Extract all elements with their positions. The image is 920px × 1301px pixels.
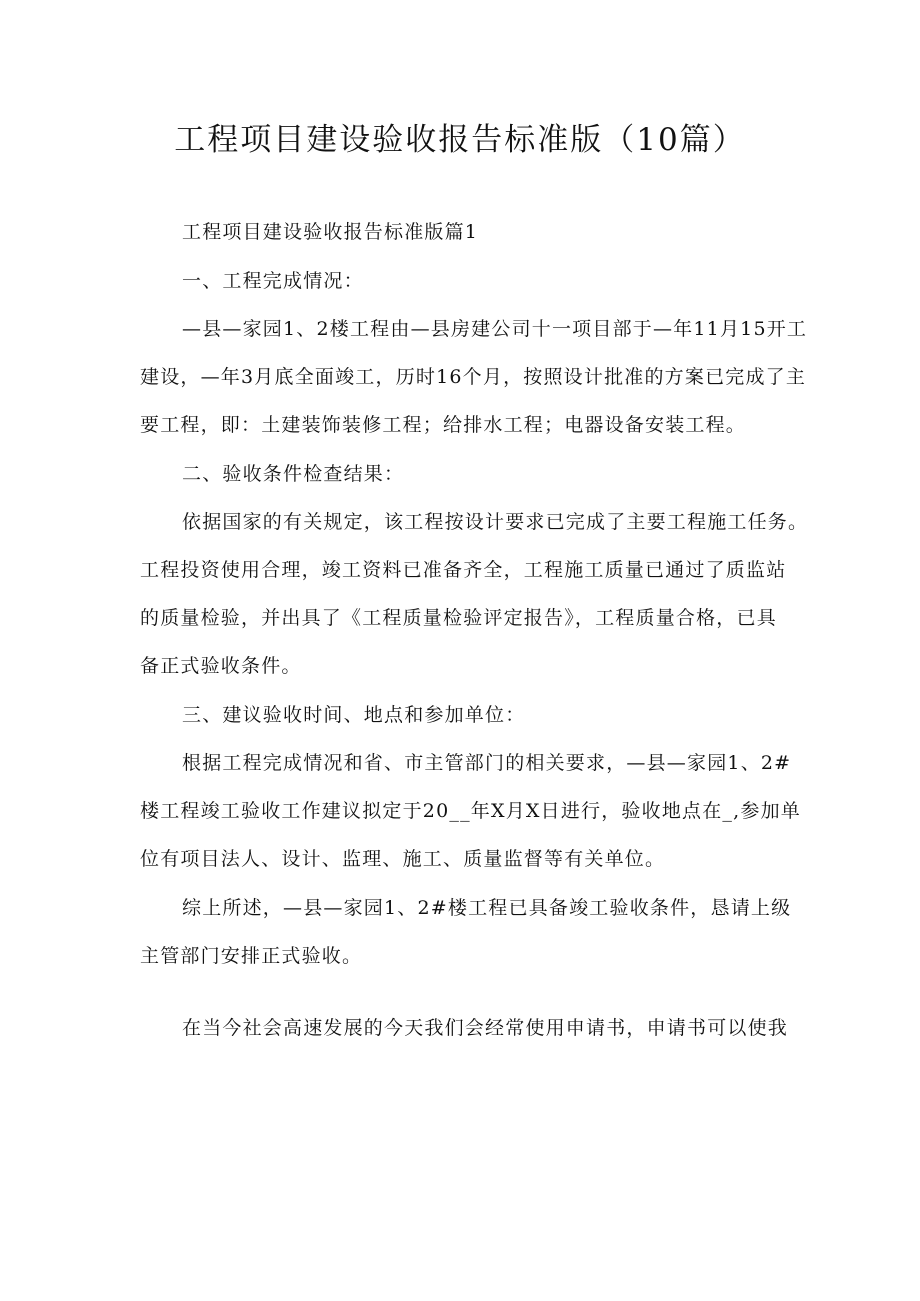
paragraph-line: 综上所述，—县—家园1、2#楼工程已具备竣工验收条件，恳请上级 bbox=[182, 897, 792, 919]
subsection-heading: 三、建议验收时间、地点和参加单位： bbox=[182, 704, 526, 726]
paragraph-line: 建设，—年3月底全面竣工，历时16个月，按照设计批准的方案已完成了主 bbox=[140, 366, 807, 388]
paragraph-line: 备正式验收条件。 bbox=[140, 655, 302, 677]
paragraph-line: 根据工程完成情况和省、市主管部门的相关要求，—县—家园1、2# bbox=[182, 752, 792, 774]
paragraph-line: 位有项目法人、设计、监理、施工、质量监督等有关单位。 bbox=[140, 848, 666, 870]
paragraph-line: 楼工程竣工验收工作建议拟定于20__年X月X日进行，验收地点在_,参加单 bbox=[140, 800, 801, 822]
paragraph-line: 工程投资使用合理，竣工资料已准备齐全，工程施工质量已通过了质监站 bbox=[140, 559, 787, 581]
document-title: 工程项目建设验收报告标准版（10篇） bbox=[174, 122, 746, 158]
paragraph-line: 依据国家的有关规定，该工程按设计要求已完成了主要工程施工任务。 bbox=[182, 511, 809, 533]
paragraph-line: 要工程，即：土建装饰装修工程；给排水工程；电器设备安装工程。 bbox=[140, 414, 747, 436]
subsection-heading: 二、验收条件检查结果： bbox=[182, 463, 405, 485]
section-heading: 工程项目建设验收报告标准版篇1 bbox=[182, 221, 479, 243]
paragraph-line: 在当今社会高速发展的今天我们会经常使用申请书，申请书可以使我 bbox=[182, 1017, 789, 1039]
subsection-heading: 一、工程完成情况： bbox=[182, 270, 364, 292]
paragraph-line: 主管部门安排正式验收。 bbox=[140, 945, 363, 967]
paragraph-line: 的质量检验，并出具了《工程质量检验评定报告》，工程质量合格，已具 bbox=[140, 607, 777, 629]
paragraph-line: —县—家园1、2楼工程由—县房建公司十一项目部于—年11月15开工 bbox=[182, 318, 808, 340]
